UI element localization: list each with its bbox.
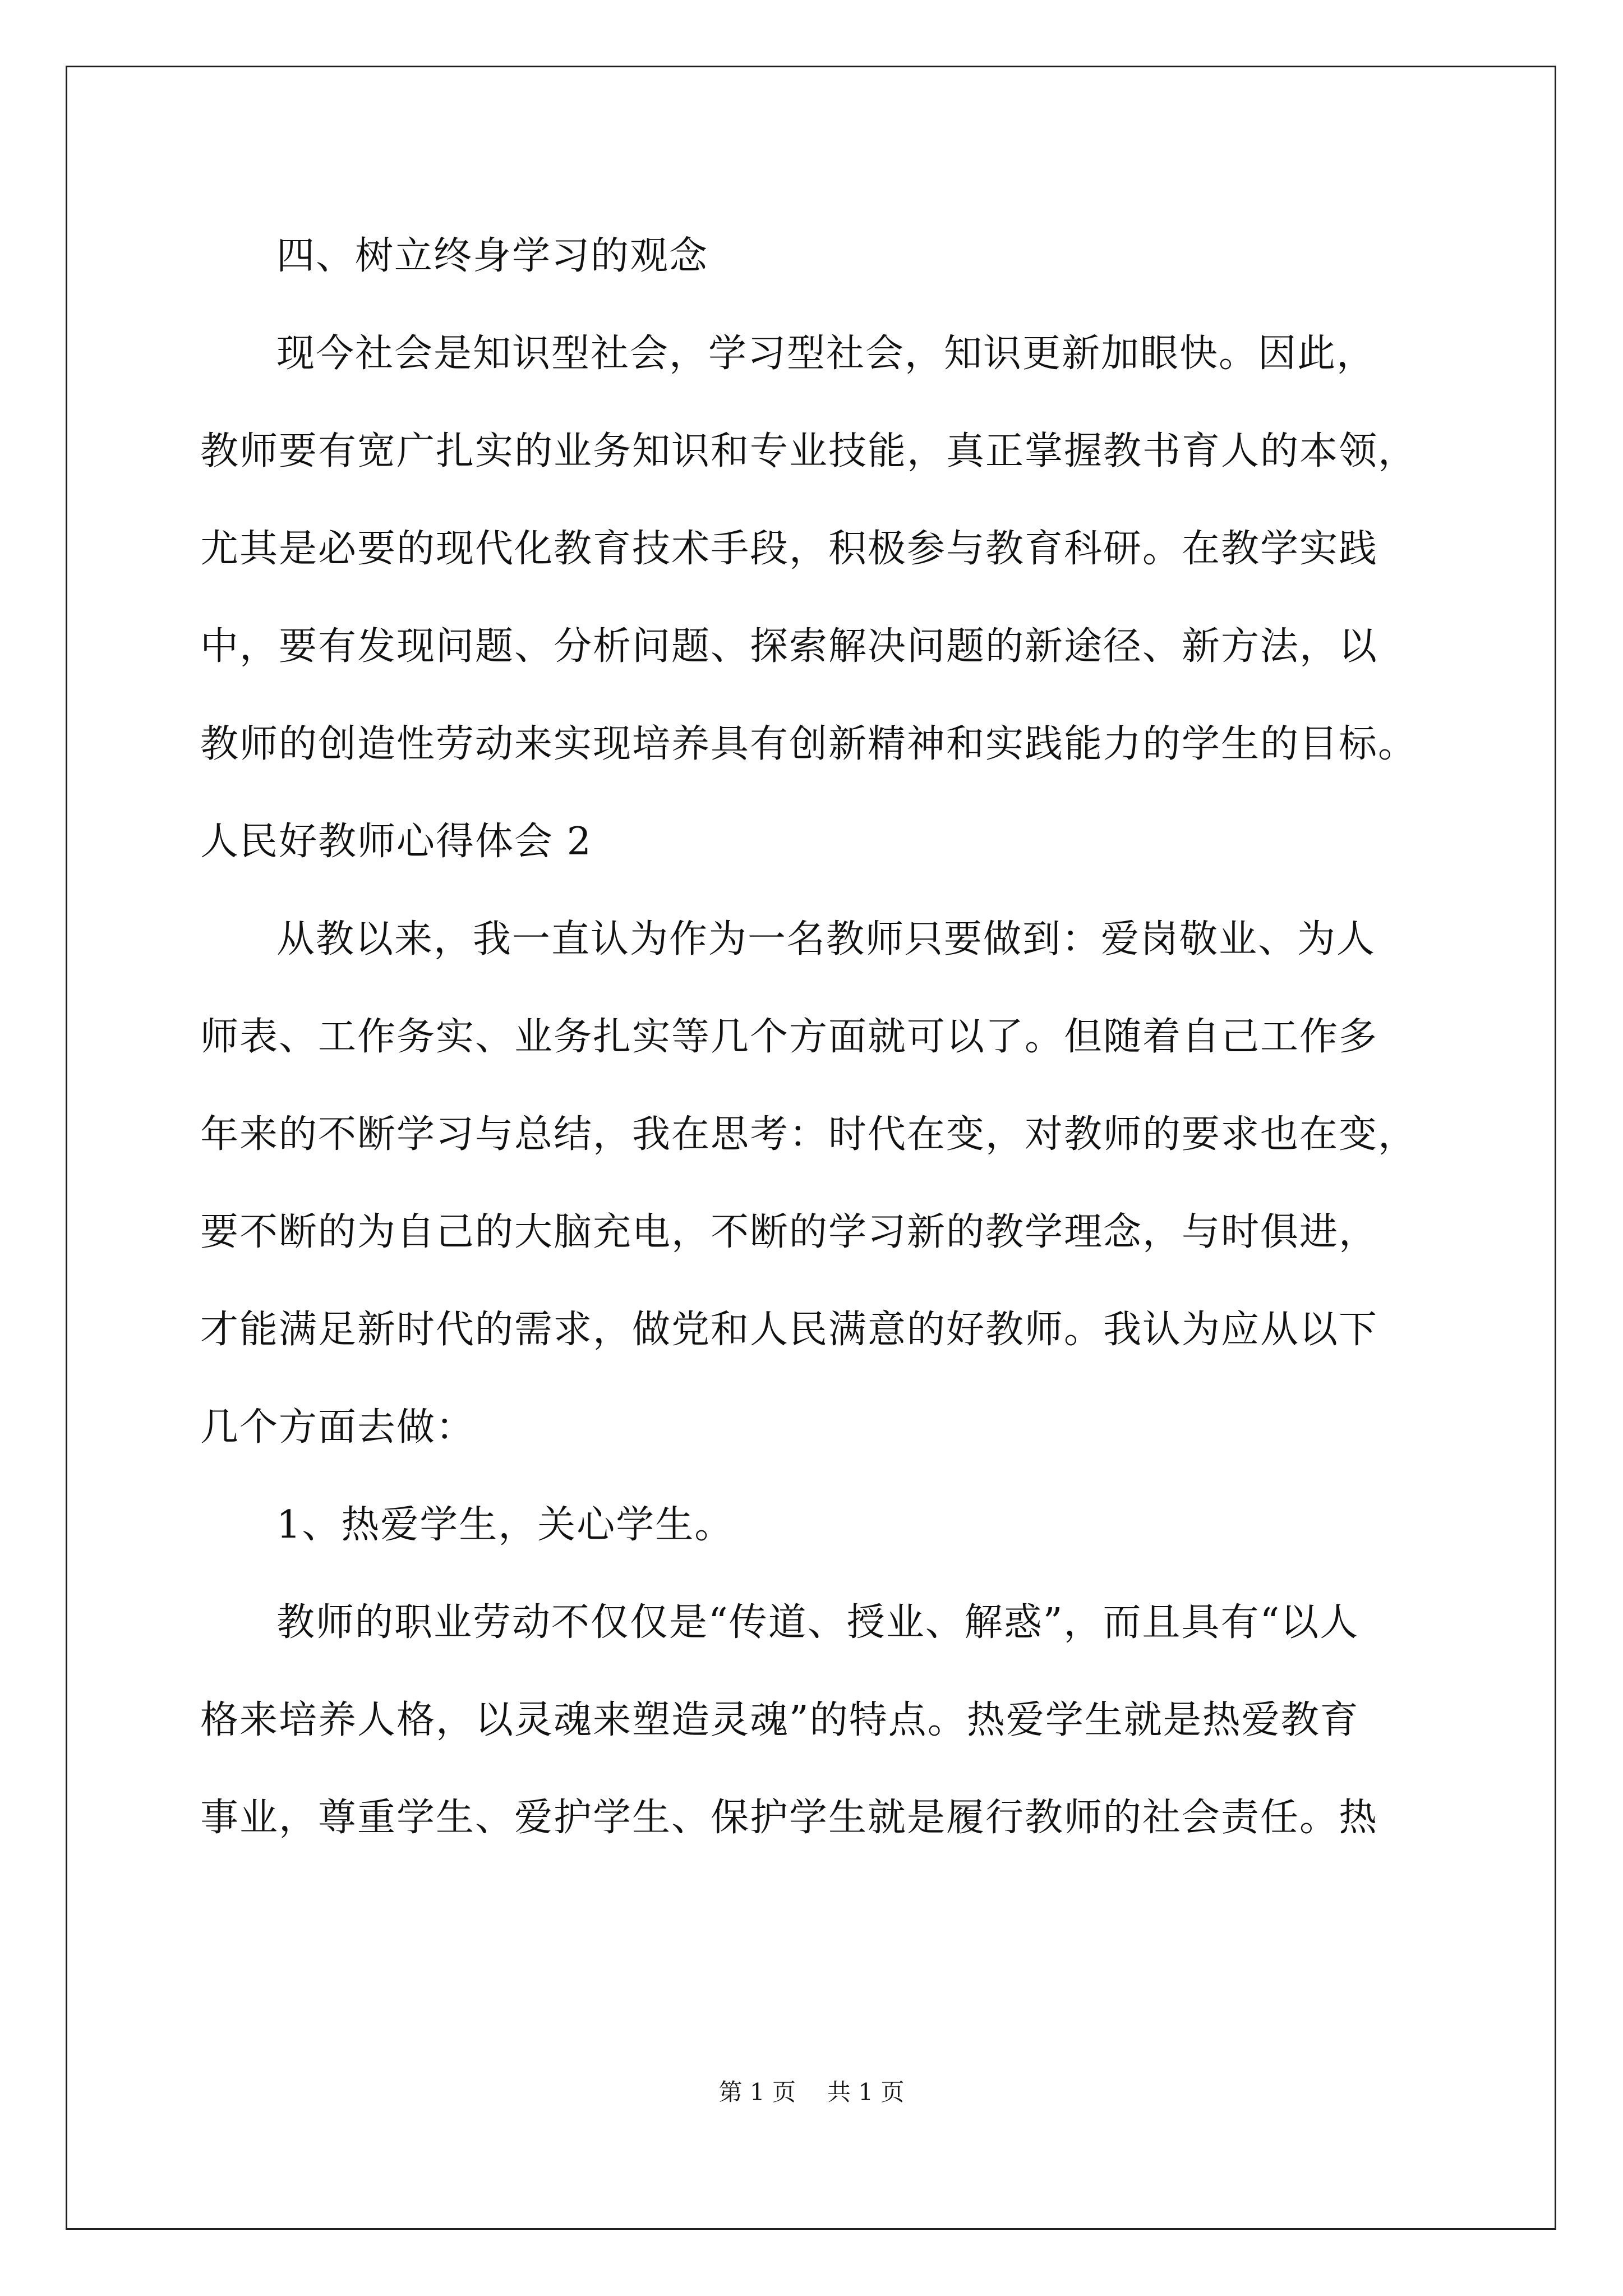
paragraph-line: 才能满足新时代的需求，做党和人民满意的好教师。我认为应从以下	[200, 1308, 1378, 1352]
paragraph-line: 教师的职业劳动不仅仅是“传道、授业、解惑”，而且具有“以人	[276, 1600, 1359, 1645]
paragraph-line: 现今社会是知识型社会，学习型社会，知识更新加眼快。因此，	[276, 332, 1376, 376]
paragraph-line: 要不断的为自己的大脑充电，不断的学习新的教学理念，与时俱进，	[200, 1210, 1378, 1254]
paragraph-line: 尤其是必要的现代化教育技术手段，积极参与教育科研。在教学实践	[200, 527, 1378, 571]
paragraph-line: 教师的创造性劳动来实现培养具有创新精神和实践能力的学生的目标。	[200, 722, 1418, 766]
section-heading: 四、树立终身学习的观念	[276, 234, 709, 278]
page-footer	[0, 2076, 1623, 2109]
page-number-current: 第 1 页	[718, 2078, 796, 2106]
paragraph-line: 几个方面去做：	[200, 1405, 476, 1450]
paragraph-line: 从教以来，我一直认为作为一名教师只要做到：爱岗敬业、为人	[276, 917, 1376, 961]
paragraph-line: 事业，尊重学生、爱护学生、保护学生就是履行教师的社会责任。热	[200, 1796, 1378, 1840]
paragraph-line: 师表、工作务实、业务扎实等几个方面就可以了。但随着自己工作多	[200, 1015, 1378, 1059]
paragraph-line: 格来培养人格，以灵魂来塑造灵魂”的特点。热爱学生就是热爱教育	[200, 1698, 1359, 1742]
paragraph-line: 中，要有发现问题、分析问题、探索解决问题的新途径、新方法，以	[200, 624, 1378, 669]
document-body	[200, 208, 1428, 1867]
list-item-heading: 1、热爱学生，关心学生。	[276, 1503, 734, 1547]
article-title: 人民好教师心得体会 2	[200, 820, 592, 864]
page-number-total: 共 1 页	[827, 2078, 905, 2106]
paragraph-line: 年来的不断学习与总结，我在思考：时代在变，对教师的要求也在变，	[200, 1112, 1418, 1157]
paragraph-line: 教师要有宽广扎实的业务知识和专业技能，真正掌握教书育人的本领，	[200, 429, 1418, 473]
